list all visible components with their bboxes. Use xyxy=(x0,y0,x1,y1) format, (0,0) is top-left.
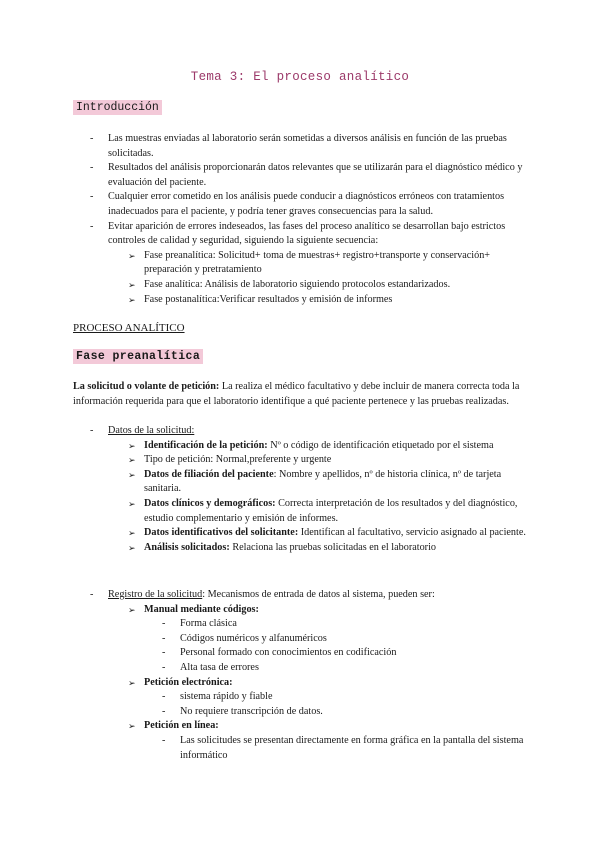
datos-item: ➢ Tipo de petición: Normal,preferente y urgente xyxy=(144,453,529,468)
datos-list xyxy=(128,439,529,556)
arrow-icon: ➢ xyxy=(128,604,136,615)
arrow-icon: ➢ xyxy=(128,677,136,688)
arrow-icon: ➢ xyxy=(128,498,136,509)
registro-subitem: - sistema rápido y fiable xyxy=(162,691,273,703)
intro-item: - Cualquier error cometido en los análisis puede conducir a diagnósticos erróneos con tratamientos inadecuados para el paciente, y podría tener graves consecuencias para la salud. xyxy=(90,191,505,217)
registro-item: ➢ Petición electrónica: xyxy=(144,676,529,691)
arrow-icon: ➢ xyxy=(128,528,136,539)
arrow-icon: ➢ xyxy=(128,294,136,305)
registro-sublist xyxy=(162,617,529,675)
phase-item: ➢ Fase preanalítica: Solicitud+ toma de muestras+ registro+transporte y conservación+ preparación y pretratamiento xyxy=(128,249,491,276)
fase-heading-text: Fase preanalítica xyxy=(73,349,203,364)
registro-section xyxy=(90,588,528,763)
registro-sublist xyxy=(162,734,530,763)
fase-heading xyxy=(73,350,203,363)
arrow-icon: ➢ xyxy=(128,542,136,553)
registro-subitem: - Alta tasa de errores xyxy=(162,661,259,673)
datos-item: ➢ Datos clínicos y demográficos: Correcta interpretación de los resultados y del diagnóstico, estudio complementario y emisión de informes. xyxy=(128,497,518,524)
datos-item: ➢ Análisis solicitados: Relaciona las pruebas solicitadas en el laboratorio xyxy=(144,541,529,556)
intro-item: - Evitar aparición de errores indeseados, las fases del proceso analítico se desarrollan bajo estrictos controles de calidad y seguridad, siguiendo la siguiente secuencia: xyxy=(90,220,506,247)
registro-subitem: - Códigos numéricos y alfanuméricos xyxy=(162,632,327,644)
datos-section xyxy=(90,424,528,555)
registro-list xyxy=(128,603,529,764)
registro-subitem: - Las solicitudes se presentan directamente en forma gráfica en la pantalla del sistema informático xyxy=(162,734,524,761)
datos-heading: - Datos de la solicitud: xyxy=(90,425,195,436)
phase-item: ➢ Fase analítica: Análisis de laboratorio siguiendo protocolos estandarizados. xyxy=(144,278,534,293)
intro-item: - Las muestras enviadas al laboratorio serán sometidas a diversos análisis en función de las pruebas solicitadas. xyxy=(90,133,507,159)
intro-heading xyxy=(73,101,162,114)
intro-item: - Resultados del análisis proporcionarán datos relevantes que se utilizarán para el diagnóstico médico y evaluación del paciente. xyxy=(90,162,523,188)
proceso-heading: PROCESO ANALÍTICO xyxy=(73,322,185,334)
registro-subitem: - Personal formado con conocimientos en codificación xyxy=(162,647,397,659)
registro-sublist xyxy=(162,690,529,719)
arrow-icon: ➢ xyxy=(128,279,136,290)
phase-item: ➢ Fase postanalítica:Verificar resultados y emisión de informes xyxy=(144,293,534,308)
registro-item: ➢ Petición en línea: xyxy=(144,719,529,734)
datos-item: ➢ Identificación de la petición: Nº o código de identificación etiquetado por el sistema xyxy=(144,439,529,454)
arrow-icon: ➢ xyxy=(128,250,136,261)
registro-subitem: - Forma clásica xyxy=(162,618,237,630)
page-title: Tema 3: El proceso analítico xyxy=(190,70,410,84)
intro-heading-text: Introducción xyxy=(73,100,162,115)
phase-list xyxy=(128,249,534,307)
datos-item: ➢ Datos identificativos del solicitante: Identifican al facultativo, servicio asignado al paciente. xyxy=(144,526,529,541)
registro-subitem: - No requiere transcripción de datos. xyxy=(162,705,323,717)
datos-item: ➢ Datos de filiación del paciente: Nombre y apellidos, nº de historia clínica, nº de tarjeta sanitaria. xyxy=(128,468,502,495)
arrow-icon: ➢ xyxy=(128,440,136,451)
arrow-icon: ➢ xyxy=(128,721,136,732)
solicitud-paragraph: La solicitud o volante de petición: La realiza el médico facultativo y debe incluir de manera correcta toda la información requerida para que el laboratorio identifique a qué paciente pertenece y las pruebas realizadas. xyxy=(73,381,520,407)
arrow-icon: ➢ xyxy=(128,455,136,466)
arrow-icon: ➢ xyxy=(128,469,136,480)
intro-list xyxy=(90,132,528,307)
registro-item: ➢ Manual mediante códigos: xyxy=(144,603,529,618)
registro-heading: - Registro de la solicitud: Mecanismos de entrada de datos al sistema, pueden ser: xyxy=(90,589,435,600)
